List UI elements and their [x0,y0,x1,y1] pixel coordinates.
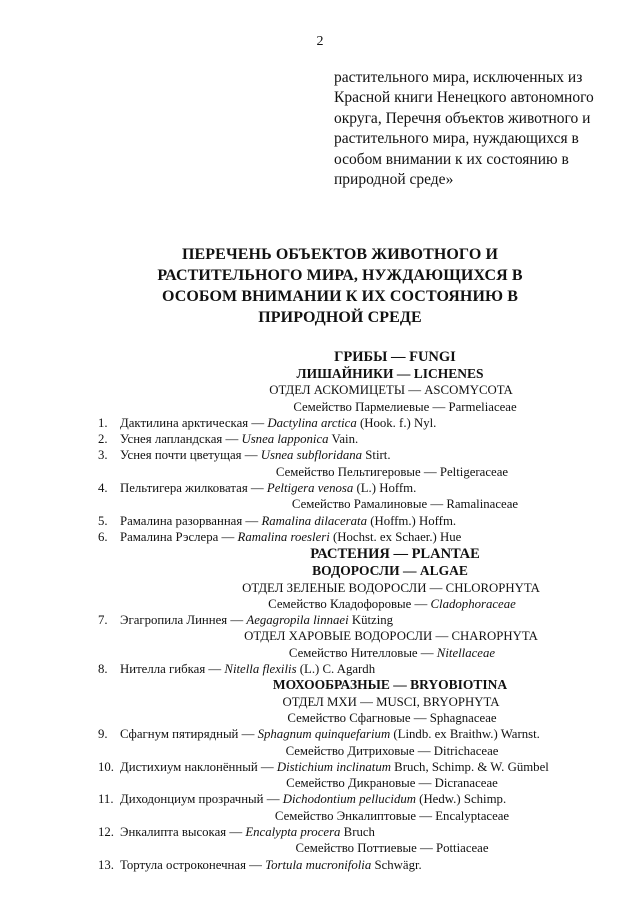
species-name: Дистихиум наклонённый — Distichium inclinatum Bruch, Schimp. & W. Gümbel [120,759,549,774]
division-heading-ascomycota: ОТДЕЛ АСКОМИЦЕТЫ — ASCOMYCOTA [269,383,513,398]
kingdom-heading-fungi: ГРИБЫ — FUNGI [334,349,456,365]
species-name: Рамалина Рэслера — Ramalina roesleri (Hochst. ex Schaer.) Hue [120,529,462,544]
intro-paragraph [334,68,614,190]
family-heading-cladophoraceae: Семейство Кладофоровые — Cladophoraceae [268,596,516,611]
species-item [0,480,640,496]
intro-line: округа, Перечня объектов животного и [334,109,591,127]
species-item [0,513,640,529]
intro-line: Красной книги Ненецкого автономного [334,89,594,107]
species-number: 1. [98,415,108,430]
species-name: Нителла гибкая — Nitella flexilis (L.) C. Agardh [120,662,376,677]
species-item [0,415,640,431]
division-heading-chlorophyta: ОТДЕЛ ЗЕЛЕНЫЕ ВОДОРОСЛИ — CHLOROPHYTA [242,580,540,595]
species-number: 8. [98,662,108,677]
species-number: 13. [98,857,114,872]
group-heading-algae: ВОДОРОСЛИ — ALGAE [312,563,468,579]
title-line: РАСТИТЕЛЬНОГО МИРА, НУЖДАЮЩИХСЯ В [157,267,523,284]
species-name: Рамалина разорванная — Ramalina dilacerata (Hoffm.) Hoffm. [120,513,457,528]
species-item [0,447,640,463]
title-line: ПРИРОДНОЙ СРЕДЕ [258,309,422,326]
species-item [0,726,640,742]
species-name: Диходонциум прозрачный — Dichodontium pellucidum (Hedw.) Schimp. [120,792,507,807]
family-heading-sphagnaceae: Семейство Сфагновые — Sphagnaceae [287,710,497,725]
species-number: 3. [98,448,108,463]
species-item [0,661,640,677]
family-heading-encalyptaceae: Семейство Энкалиптовые — Encalyptaceae [274,808,510,823]
intro-line: растительного мира, нуждающихся в [334,130,579,148]
family-heading-peltigeraceae: Семейство Пельтигеровые — Peltigeraceae [275,464,509,479]
species-name: Сфагнум пятирядный — Sphagnum quinquefarium (Lindb. ex Braithw.) Warnst. [120,727,540,742]
species-item [0,759,640,775]
species-number: 4. [98,481,108,496]
species-number: 10. [98,759,114,774]
family-heading-pottiaceae: Семейство Поттиевые — Pottiaceae [295,841,489,856]
family-heading-parmeliaceae: Семейство Пармелиевые — Parmeliaceae [293,399,517,414]
species-item [0,612,640,628]
family-heading-dicranaceae: Семейство Дикрановые — Dicranaceae [286,776,498,791]
division-heading-musci: ОТДЕЛ МХИ — MUSCI, BRYOPHYTA [282,694,500,709]
kingdom-heading-plantae: РАСТЕНИЯ — PLANTAE [310,546,480,563]
document-title [150,244,530,328]
title-line: ПЕРЕЧЕНЬ ОБЪЕКТОВ ЖИВОТНОГО И [181,246,499,263]
species-item [0,857,640,873]
species-item [0,529,640,545]
family-heading-nitellaceae: Семейство Нителловые — Nitellaceae [288,645,496,660]
species-number: 5. [98,513,108,528]
species-number: 2. [98,432,108,447]
species-name: Уснея лапландская — Usnea lapponica Vain. [120,432,359,447]
species-item [0,791,640,807]
intro-line: растительного мира, исключенных из [334,69,583,86]
page-number: 2 [316,34,324,49]
species-number: 6. [98,529,108,544]
family-heading-ditrichaceae: Семейство Дитриховые — Ditrichaceae [285,743,499,758]
species-name: Пельтигера жилковатая — Peltigera venosa (L.) Hoffm. [120,481,417,496]
species-name: Эгагропила Линнея — Aegagropila linnaei Kützing [120,613,394,628]
title-line: ОСОБОМ ВНИМАНИИ К ИХ СОСТОЯНИЮ В [161,288,518,305]
species-list [0,348,640,873]
group-heading-bryobiotina: МОХООБРАЗНЫЕ — BRYOBIOTINA [272,677,508,693]
species-name: Энкалипта высокая — Encalypta procera Bruch [120,825,375,840]
species-number: 7. [98,613,108,628]
family-heading-ramalinaceae: Семейство Рамалиновые — Ramalinaceae [291,497,519,512]
division-heading-charophyta: ОТДЕЛ ХАРОВЫЕ ВОДОРОСЛИ — CHAROPHYTA [244,629,538,644]
species-item [0,431,640,447]
species-number: 9. [98,727,108,742]
intro-line: особом внимании к их состоянию в [334,150,569,168]
group-heading-lichenes: ЛИШАЙНИКИ — LICHENES [296,366,484,381]
species-item [0,824,640,840]
species-number: 12. [98,825,114,840]
intro-line: природной среде» [334,171,454,189]
species-number: 11. [98,792,114,807]
species-name: Уснея почти цветущая — Usnea subfloridana Stirt. [120,448,391,463]
species-name: Тортула остроконечная — Tortula mucronifolia Schwägr. [120,857,422,872]
species-name: Дактилина арктическая — Dactylina arctica (Hook. f.) Nyl. [120,415,437,430]
